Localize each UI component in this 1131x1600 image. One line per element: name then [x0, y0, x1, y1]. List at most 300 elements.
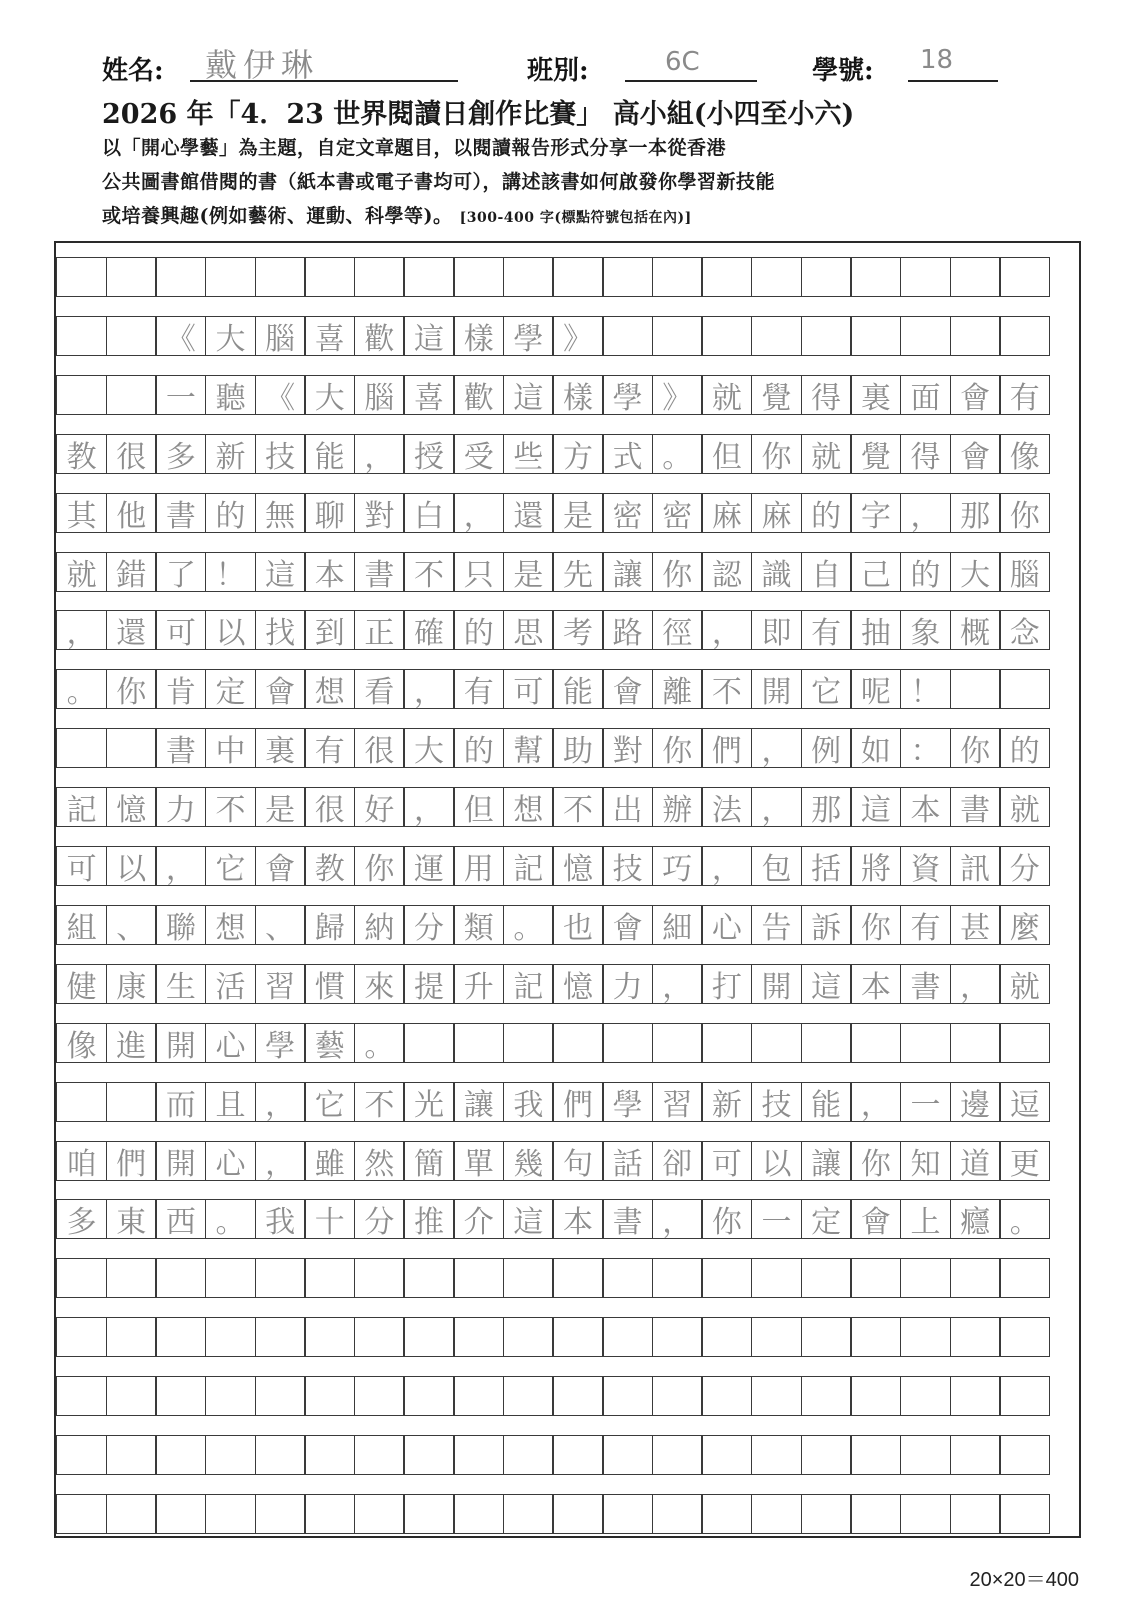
grid-cell	[56, 375, 107, 415]
grid-cell: 幾	[503, 1141, 554, 1181]
grid-cell: 只	[453, 552, 504, 592]
grid-cell: 能	[801, 1082, 852, 1122]
grid-cell: 以	[751, 1141, 802, 1181]
grid-cell: 運	[403, 846, 454, 886]
grid-cell: 讓	[801, 1141, 852, 1181]
grid-cell: 。	[999, 1199, 1050, 1239]
grid-cell: 多	[56, 1199, 107, 1239]
grid-cell: 象	[900, 610, 951, 650]
grid-cell: 歡	[354, 316, 405, 356]
grid-cell: ，	[900, 493, 951, 533]
grid-cell	[850, 316, 901, 356]
grid-row	[56, 1494, 1079, 1534]
grid-cell: 的	[453, 610, 504, 650]
instruction-line-3-text: 或培養興趣(例如藝術、運動、科學等)。	[102, 205, 453, 227]
grid-cell	[503, 1435, 554, 1475]
grid-cell	[56, 1435, 107, 1475]
writing-grid	[54, 241, 1081, 1538]
grid-cell: 讓	[453, 1082, 504, 1122]
grid-cell: 的	[453, 728, 504, 768]
grid-cell: 用	[453, 846, 504, 886]
grid-cell	[850, 1258, 901, 1298]
grid-cell: 路	[602, 610, 653, 650]
grid-cell: 書	[155, 493, 206, 533]
grid-cell	[900, 257, 951, 297]
grid-cell: 力	[602, 964, 653, 1004]
grid-cell	[205, 1376, 256, 1416]
grid-cell: 密	[652, 493, 703, 533]
grid-cell: 喜	[403, 375, 454, 415]
grid-cell: 一	[155, 375, 206, 415]
grid-cell: 心	[205, 1141, 256, 1181]
grid-cell	[106, 257, 157, 297]
grid-cell	[205, 1435, 256, 1475]
grid-cell: 介	[453, 1199, 504, 1239]
grid-cell	[801, 1258, 852, 1298]
grid-cell: 本	[900, 787, 951, 827]
grid-cell: 聊	[304, 493, 355, 533]
grid-cell: 大	[950, 552, 1001, 592]
grid-cell: ，	[652, 964, 703, 1004]
grid-cell: 不	[205, 787, 256, 827]
grid-cell: 細	[652, 905, 703, 945]
grid-cell: 樣	[552, 375, 603, 415]
class-underline	[625, 80, 757, 82]
grid-cell: 得	[801, 375, 852, 415]
grid-cell: 健	[56, 964, 107, 1004]
grid-cell	[255, 1435, 306, 1475]
grid-cell: 東	[106, 1199, 157, 1239]
grid-cell: 無	[255, 493, 306, 533]
grid-cell	[106, 728, 157, 768]
grid-cell: 以	[205, 610, 256, 650]
grid-cell: 的	[999, 728, 1050, 768]
grid-cell: 們	[701, 728, 752, 768]
grid-cell: 一	[751, 1199, 802, 1239]
grid-cell	[602, 257, 653, 297]
grid-cell	[999, 1376, 1050, 1416]
grid-cell: 腦	[255, 316, 306, 356]
grid-cell	[602, 1376, 653, 1416]
grid-cell: 甚	[950, 905, 1001, 945]
grid-cell: 、	[106, 905, 157, 945]
grid-cell	[950, 257, 1001, 297]
grid-cell: 識	[751, 552, 802, 592]
grid-cell: 想	[205, 905, 256, 945]
grid-cell: 了	[155, 552, 206, 592]
grid-cell	[751, 1435, 802, 1475]
grid-cell	[999, 1317, 1050, 1357]
grid-cell	[950, 1435, 1001, 1475]
grid-cell: 會	[850, 1199, 901, 1239]
grid-cell: 它	[801, 669, 852, 709]
grid-cell	[155, 257, 206, 297]
grid-cell: 有	[999, 375, 1050, 415]
grid-cell: 己	[850, 552, 901, 592]
grid-row	[56, 1258, 1079, 1298]
grid-cell	[950, 1376, 1001, 1416]
grid-cell: ，	[403, 787, 454, 827]
grid-cell: 們	[106, 1141, 157, 1181]
grid-cell: ，	[652, 1199, 703, 1239]
grid-cell	[304, 1376, 355, 1416]
grid-cell: 。	[652, 434, 703, 474]
grid-cell	[354, 1258, 405, 1298]
grid-cell: 不	[354, 1082, 405, 1122]
grid-cell: 以	[106, 846, 157, 886]
grid-cell	[701, 257, 752, 297]
grid-cell	[652, 257, 703, 297]
grid-row	[56, 728, 1079, 768]
grid-cell: 書	[155, 728, 206, 768]
grid-cell	[552, 1258, 603, 1298]
grid-cell	[552, 1376, 603, 1416]
grid-cell	[900, 1376, 951, 1416]
grid-cell: 會	[255, 846, 306, 886]
grid-cell	[205, 1258, 256, 1298]
grid-cell: 道	[950, 1141, 1001, 1181]
grid-cell: 那	[801, 787, 852, 827]
grid-cell: 能	[304, 434, 355, 474]
grid-cell	[950, 669, 1001, 709]
grid-cell	[850, 1494, 901, 1534]
grid-cell: 可	[155, 610, 206, 650]
grid-cell: 書	[354, 552, 405, 592]
grid-cell: 心	[205, 1023, 256, 1063]
grid-cell: 將	[850, 846, 901, 886]
grid-cell	[999, 1435, 1050, 1475]
grid-cell	[56, 1258, 107, 1298]
grid-cell: 打	[701, 964, 752, 1004]
grid-cell: 力	[155, 787, 206, 827]
grid-cell: 就	[801, 434, 852, 474]
grid-cell	[701, 1317, 752, 1357]
grid-cell	[950, 1317, 1001, 1357]
grid-cell	[602, 1023, 653, 1063]
grid-cell	[999, 1023, 1050, 1063]
grid-row	[56, 493, 1079, 533]
grid-cell: 《	[155, 316, 206, 356]
grid-cell: 像	[56, 1023, 107, 1063]
grid-size-note: 20×20＝400	[969, 1569, 1079, 1591]
grid-cell	[354, 1435, 405, 1475]
grid-cell: 自	[801, 552, 852, 592]
grid-cell: 話	[602, 1141, 653, 1181]
grid-row	[56, 375, 1079, 415]
grid-cell	[453, 1494, 504, 1534]
grid-cell: 但	[453, 787, 504, 827]
grid-cell: 慣	[304, 964, 355, 1004]
grid-cell	[503, 1376, 554, 1416]
grid-cell	[106, 1317, 157, 1357]
grid-cell: ，	[950, 964, 1001, 1004]
grid-cell	[801, 1317, 852, 1357]
grid-cell: ，	[255, 1082, 306, 1122]
grid-cell	[155, 1435, 206, 1475]
grid-cell: 的	[801, 493, 852, 533]
grid-cell	[503, 1317, 554, 1357]
grid-cell: 你	[652, 728, 703, 768]
grid-cell: 腦	[354, 375, 405, 415]
grid-cell	[751, 1376, 802, 1416]
grid-cell: 對	[354, 493, 405, 533]
grid-cell	[453, 1376, 504, 1416]
grid-cell: 不	[552, 787, 603, 827]
grid-cell	[255, 1317, 306, 1357]
grid-cell: 大	[205, 316, 256, 356]
grid-cell	[56, 1494, 107, 1534]
grid-cell: 那	[950, 493, 1001, 533]
grid-cell: 它	[205, 846, 256, 886]
grid-row	[56, 434, 1079, 474]
grid-cell	[801, 316, 852, 356]
grid-cell: 大	[403, 728, 454, 768]
grid-cell: 邊	[950, 1082, 1001, 1122]
grid-cell: 樣	[453, 316, 504, 356]
grid-cell: 大	[304, 375, 355, 415]
grid-row	[56, 669, 1079, 709]
grid-cell	[900, 1435, 951, 1475]
grid-cell	[999, 257, 1050, 297]
grid-cell: 告	[751, 905, 802, 945]
grid-cell	[255, 1494, 306, 1534]
grid-cell: 巧	[652, 846, 703, 886]
grid-cell	[56, 1376, 107, 1416]
grid-cell: 聽	[205, 375, 256, 415]
grid-cell	[106, 1082, 157, 1122]
grid-cell: 有	[453, 669, 504, 709]
grid-cell: ：	[900, 728, 951, 768]
grid-cell: 定	[205, 669, 256, 709]
grid-cell: 離	[652, 669, 703, 709]
grid-cell: 這	[850, 787, 901, 827]
grid-cell: 很	[106, 434, 157, 474]
grid-cell: 習	[255, 964, 306, 1004]
grid-cell: 一	[900, 1082, 951, 1122]
grid-cell: 還	[503, 493, 554, 533]
grid-cell: 你	[850, 905, 901, 945]
grid-cell: 例	[801, 728, 852, 768]
grid-cell	[850, 1435, 901, 1475]
grid-cell: 本	[304, 552, 355, 592]
grid-cell	[652, 316, 703, 356]
grid-cell	[801, 1435, 852, 1475]
grid-cell: 就	[56, 552, 107, 592]
grid-cell: 覺	[850, 434, 901, 474]
grid-cell: 癮	[950, 1199, 1001, 1239]
grid-cell	[403, 1258, 454, 1298]
grid-cell: 會	[950, 375, 1001, 415]
grid-cell: 學	[602, 1082, 653, 1122]
grid-cell: 好	[354, 787, 405, 827]
grid-cell: 開	[751, 669, 802, 709]
grid-cell	[950, 1023, 1001, 1063]
grid-cell: 授	[403, 434, 454, 474]
grid-cell	[56, 316, 107, 356]
grid-cell: 記	[503, 846, 554, 886]
grid-cell	[304, 257, 355, 297]
grid-cell	[155, 1494, 206, 1534]
grid-cell	[155, 1317, 206, 1357]
grid-cell: 更	[999, 1141, 1050, 1181]
grid-cell	[850, 1376, 901, 1416]
grid-cell: ，	[850, 1082, 901, 1122]
grid-cell	[503, 1494, 554, 1534]
grid-cell: 辦	[652, 787, 703, 827]
grid-row	[56, 787, 1079, 827]
grid-cell	[453, 1023, 504, 1063]
grid-cell	[403, 1494, 454, 1534]
grid-row	[56, 257, 1079, 297]
grid-cell	[56, 257, 107, 297]
grid-cell: 腦	[999, 552, 1050, 592]
grid-cell: 會	[602, 905, 653, 945]
grid-cell	[701, 1023, 752, 1063]
grid-cell	[304, 1317, 355, 1357]
grid-cell	[602, 316, 653, 356]
grid-cell: 來	[354, 964, 405, 1004]
instruction-line-3	[102, 201, 692, 228]
grid-cell: 學	[503, 316, 554, 356]
grid-cell: 麻	[701, 493, 752, 533]
grid-cell	[652, 1376, 703, 1416]
grid-cell: 》	[652, 375, 703, 415]
grid-cell: ，	[155, 846, 206, 886]
grid-cell	[403, 1376, 454, 1416]
grid-cell	[304, 1258, 355, 1298]
instruction-line-1: 以「開心學藝」為主題，自定文章題目，以閱讀報告形式分享一本從香港	[102, 137, 727, 159]
grid-cell	[701, 1435, 752, 1475]
grid-cell	[106, 316, 157, 356]
grid-cell: 它	[304, 1082, 355, 1122]
grid-cell: 你	[106, 669, 157, 709]
grid-cell	[354, 1376, 405, 1416]
grid-cell	[56, 1317, 107, 1357]
grid-row	[56, 316, 1079, 356]
grid-cell: 認	[701, 552, 752, 592]
grid-cell	[453, 1258, 504, 1298]
grid-cell: 雖	[304, 1141, 355, 1181]
grid-cell: 是	[552, 493, 603, 533]
grid-cell: 但	[701, 434, 752, 474]
grid-cell	[801, 257, 852, 297]
grid-cell: 面	[900, 375, 951, 415]
grid-cell: 心	[701, 905, 752, 945]
grid-cell	[900, 1258, 951, 1298]
grid-cell: 想	[503, 787, 554, 827]
grid-cell	[999, 1494, 1050, 1534]
grid-cell: 憶	[552, 846, 603, 886]
grid-cell	[950, 1258, 1001, 1298]
grid-cell	[602, 1317, 653, 1357]
grid-cell: 你	[999, 493, 1050, 533]
grid-cell: 資	[900, 846, 951, 886]
grid-cell: 們	[552, 1082, 603, 1122]
word-limit-note: [300-400 字(標點符號包括在內)]	[459, 210, 692, 226]
grid-cell	[205, 257, 256, 297]
grid-cell: 抽	[850, 610, 901, 650]
grid-cell: 你	[652, 552, 703, 592]
grid-row	[56, 1082, 1079, 1122]
grid-cell: 是	[503, 552, 554, 592]
grid-cell: 先	[552, 552, 603, 592]
grid-row	[56, 1435, 1079, 1475]
grid-cell: 新	[205, 434, 256, 474]
grid-cell: 教	[56, 434, 107, 474]
grid-cell: 定	[801, 1199, 852, 1239]
grid-cell	[850, 1023, 901, 1063]
grid-cell: 的	[205, 493, 256, 533]
grid-cell: 有	[801, 610, 852, 650]
grid-cell: 就	[999, 964, 1050, 1004]
grid-cell: 像	[999, 434, 1050, 474]
grid-cell: 有	[900, 905, 951, 945]
grid-cell: 歡	[453, 375, 504, 415]
grid-cell: 》	[552, 316, 603, 356]
grid-cell: 藝	[304, 1023, 355, 1063]
grid-cell: 分	[999, 846, 1050, 886]
grid-cell: 康	[106, 964, 157, 1004]
grid-row	[56, 846, 1079, 886]
grid-cell: 升	[453, 964, 504, 1004]
grid-cell	[701, 1258, 752, 1298]
grid-cell	[701, 316, 752, 356]
grid-cell: 會	[255, 669, 306, 709]
grid-cell: 會	[602, 669, 653, 709]
grid-cell: 看	[354, 669, 405, 709]
grid-cell	[900, 1023, 951, 1063]
grid-cell: 。	[56, 669, 107, 709]
grid-cell	[652, 1023, 703, 1063]
grid-cell: 分	[403, 905, 454, 945]
class-value: 6C	[665, 47, 700, 77]
grid-cell: 新	[701, 1082, 752, 1122]
grid-cell: 然	[354, 1141, 405, 1181]
grid-cell	[999, 1258, 1050, 1298]
grid-row	[56, 610, 1079, 650]
grid-cell	[751, 316, 802, 356]
grid-cell: 徑	[652, 610, 703, 650]
grid-cell	[602, 1494, 653, 1534]
grid-cell: 訊	[950, 846, 1001, 886]
grid-cell: 我	[503, 1082, 554, 1122]
grid-cell: 書	[602, 1199, 653, 1239]
grid-cell: 你	[950, 728, 1001, 768]
grid-cell: 括	[801, 846, 852, 886]
grid-cell: 。	[354, 1023, 405, 1063]
grid-cell	[453, 1317, 504, 1357]
grid-cell	[106, 1435, 157, 1475]
grid-cell	[900, 316, 951, 356]
grid-cell: 覺	[751, 375, 802, 415]
grid-cell	[255, 1376, 306, 1416]
grid-cell: 可	[503, 669, 554, 709]
grid-cell: 光	[403, 1082, 454, 1122]
grid-cell	[850, 257, 901, 297]
grid-cell: ！	[205, 552, 256, 592]
grid-cell: 句	[552, 1141, 603, 1181]
grid-cell	[552, 1494, 603, 1534]
grid-cell	[205, 1317, 256, 1357]
grid-cell: 記	[503, 964, 554, 1004]
grid-cell: 肯	[155, 669, 206, 709]
grid-cell: 逗	[999, 1082, 1050, 1122]
grid-cell	[900, 1317, 951, 1357]
grid-row	[56, 1141, 1079, 1181]
grid-cell: ，	[701, 846, 752, 886]
grid-cell	[155, 1376, 206, 1416]
grid-cell: 聯	[155, 905, 206, 945]
